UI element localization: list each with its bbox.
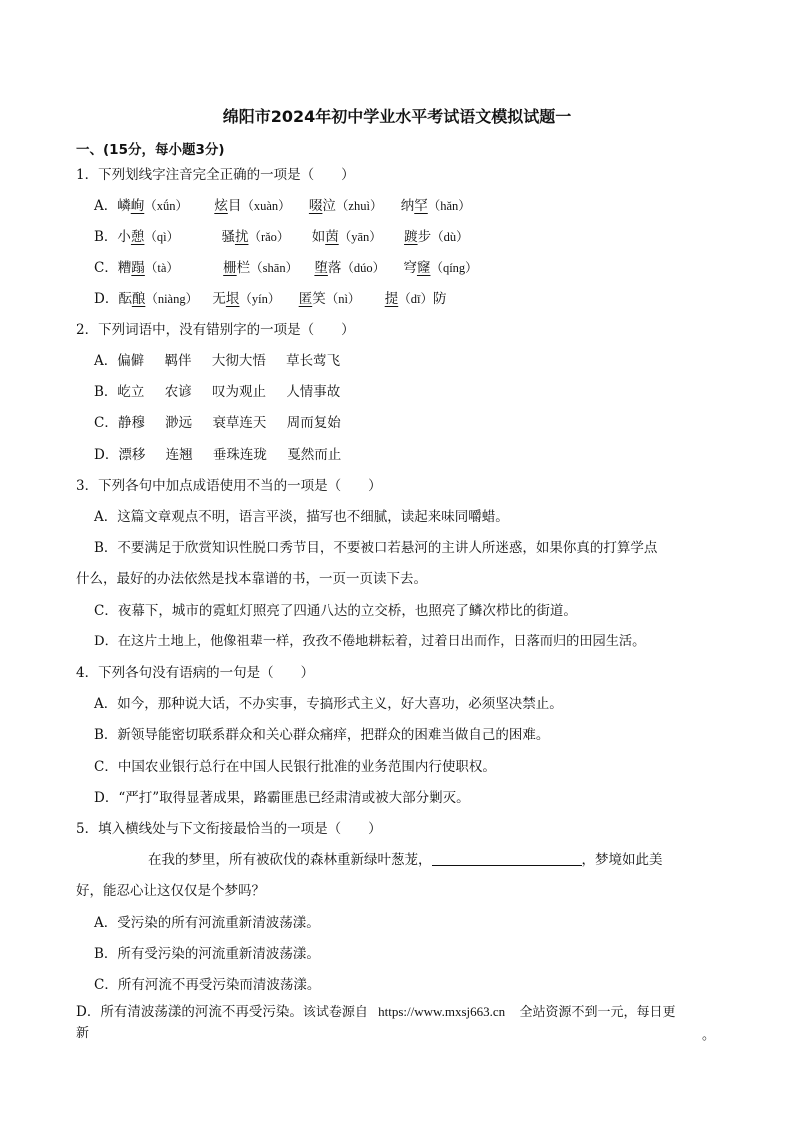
source-note-tail: 全站资源不到一元，每日更 [519, 1005, 676, 1020]
source-note: 该试卷源自 [302, 1005, 368, 1020]
question-4-stem: 4．下列各句没有语病的一句是（ ） [76, 665, 315, 681]
q4-option-d: D．“严打”取得显著成果，路霸匪患已经肃清或被大部分剿灭。 [94, 790, 470, 806]
q2-option-c: C．静穆 渺远 衰草连天 周而复始 [94, 415, 341, 431]
q3-option-b-line2: 什么，最好的办法依然是找本靠谱的书，一页一页读下去。 [76, 571, 427, 587]
q1-option-a: A．嶙峋（xǘn） 炫目（xuàn） 啜泣（zhuì） 纳罕（hǎn） [94, 198, 471, 214]
page-title: 绵阳市2024年初中学业水平考试语文模拟试题一 [222, 107, 572, 126]
q4-option-b: B．新领导能密切联系群众和关心群众痛痒，把群众的困难当做自己的困难。 [94, 727, 550, 743]
question-5-stem: 5．填入横线处与下文衔接最恰当的一项是（ ） [76, 821, 382, 837]
q5-option-a: A．受污染的所有河流重新清波荡漾。 [94, 915, 320, 931]
question-3-stem: 3．下列各句中加点成语使用不当的一项是（ ） [76, 478, 382, 494]
source-link[interactable]: https://www.mxsj663.cn [378, 1004, 506, 1019]
q3-option-a: A．这篇文章观点不明，语言平淡，描写也不细腻，读起来味同嚼蜡。 [94, 509, 509, 525]
answer-blank [432, 851, 582, 866]
q2-option-d: D．漂移 连翘 垂珠连珑 戛然而止 [94, 447, 342, 463]
q2-option-a: A．偏僻 羁伴 大彻大悟 草长莺飞 [94, 353, 341, 369]
question-1-stem: 1．下列划线字注音完全正确的一项是（ ） [76, 167, 355, 183]
q3-option-c: C．夜幕下，城市的霓虹灯照亮了四通八达的立交桥，也照亮了鳞次栉比的街道。 [94, 603, 577, 619]
q1-option-b: B．小憩（qì） 骚扰（rǎo） 如茵（yān） 踱步（dù） [94, 229, 469, 245]
q2-option-b: B．屹立 农谚 叹为观止 人情事故 [94, 384, 341, 400]
source-note-period: 。 [702, 1028, 716, 1043]
q1-option-d: D．酝酿（niàng） 无垠（yín） 匿笑（nì） 提（dī）防 [94, 291, 447, 307]
q4-option-a: A．如今，那种说大话，不办实事，专搞形式主义，好大喜功，必须坚决禁止。 [94, 696, 563, 712]
q5-passage-line2: 好，能忍心让这仅仅是个梦吗？ [76, 883, 265, 899]
q1-option-c: C．糟蹋（tà） 栅栏（shān） 堕落（dúo） 穹窿（qíng） [94, 260, 478, 276]
q3-option-d: D．在这片土地上，他像祖辈一样，孜孜不倦地耕耘着，过着日出而作，日落而归的田园生活。 [94, 634, 646, 649]
q4-option-c: C．中国农业银行总行在中国人民银行批准的业务范围内行使职权。 [94, 759, 496, 775]
section-heading: 一、(15分，每小题3分) [76, 142, 225, 158]
source-note-wrap: 新 [76, 1026, 90, 1041]
q5-option-b: B．所有受污染的河流重新清波荡漾。 [94, 946, 320, 962]
question-2-stem: 2．下列词语中，没有错别字的一项是（ ） [76, 322, 355, 338]
q5-option-c: C．所有河流不再受污染而清波荡漾。 [94, 977, 321, 993]
q3-option-b-line1: B．不要满足于欣赏知识性脱口秀节目，不要被口若悬河的主讲人所迷惑，如果你真的打算学点 [94, 540, 658, 556]
q5-option-d-with-footer: D．所有清波荡漾的河流不再受污染。该试卷源自 https://www.mxsj663.cn 全站资源不到一元，每日更 [76, 1004, 676, 1020]
q5-passage-line1: 在我的梦里，所有被砍伐的森林重新绿叶葱茏， ，梦境如此美 [148, 852, 663, 868]
